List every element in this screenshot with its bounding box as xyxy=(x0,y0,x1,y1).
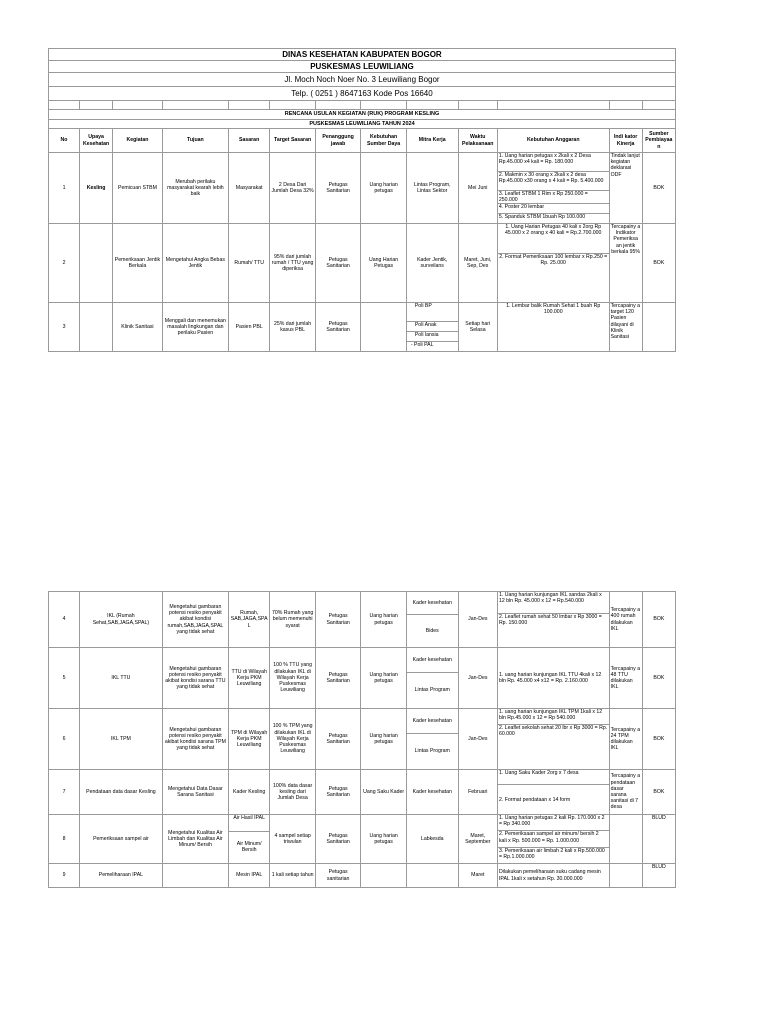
header-dinas: DINAS KESEHATAN KABUPATEN BOGOR xyxy=(49,49,676,61)
header-puskesmas: PUSKESMAS LEUWILIANG xyxy=(49,61,676,73)
ruk-table-top xyxy=(48,48,676,352)
table-row: 6 IKL TPM Mengetahui gambaran potensi resiko penyakit akibat kondisi sarana TPM yang tidak sehat TPM di Wilayah Kerja PKM Leuwiliang 100 % TPM yang dilakukan IKL di Wilayah Kerja Puskesmas Leuwiliang Petugas Sanitarian Uang harian petugas Kader kesehatan Lintas Program Jan-Des 1. uang harian kunjungan IKL TPM 1kali x 12 bln Rp.45.000 x 12 = Rp 540.000 2. Leaflet sekolah sehat 20 lbr x Rp 3000 = Rp. 60.000 Tercapainy a 24 TPM dilakukan IKL BOK xyxy=(49,709,676,770)
table-row: 7 Pendataan data dasar Kesling Mengetahui Data Dasar Sarana Sanitasi Kader Kesling 100% data dasar kesling dari Jumlah Desa Petugas Sanitarian Uang Saku Kader Kader kesehatan Februari 1. Uang Saku Kader 2org x 7 desa 2. Format pendataan x 14 form Tercapainy a pendataan dasar sarana sanitasi di 7 desa BOK xyxy=(49,770,676,815)
col-anggaran: Kebutuhan Anggaran xyxy=(497,129,609,153)
col-sumber: Sumber Pembiayaa n xyxy=(642,129,675,153)
header-address: Jl. Moch Noch Noer No. 3 Leuwiliang Bogor xyxy=(49,73,676,87)
header-rencana: RENCANA USULAN KEGIATAN (RUK) PROGRAM KESLING xyxy=(49,110,676,120)
table-row: 3 Klinik Sanitasi Menggali dan menemukan masalah lingkungan dan perilaku Pasien Pasien PBL 25% dari jumlah kasus PBL Petugas Sanitarian Poli BP Poli Anak Poli lansia - Poli PAL Setiap hari Selasa 1. Lembar balik Rumah Sehat 1 buah Rp 100.000 Tercapainy a target 120 Pasien dilayani di Klinik Sanitasi xyxy=(49,303,676,352)
table-row: 8 Pemeriksaan sampel air Mengetahui Kualitas Air Limbah dan Kualitas Air Minum/ Bersih Air Hasil IPAL Air Minum/ Bersih 4 sampel setiap triwulan Petugas Sanitarian Uang harian petugas Labkesda Maret, September 1. Uang harian petugas 2 kali Rp. 170.000 x 2 = Rp 340.000 2. Pemeriksaan sampel air minum/ bersih 2 kali x Rp. 500.000 = Rp. 1.000.000 3. Pemeriksaan air limbah 2 kali x Rp.500.000 = Rp.1.000.000 BLUD xyxy=(49,815,676,864)
col-target: Target Sasaran xyxy=(270,129,316,153)
col-tujuan: Tujuan xyxy=(162,129,228,153)
table-row: 5 IKL TTU Mengetahui gambaran potensi resiko penyakit akibat kondisi sarana TTU yang tidak sehat TTU di Wilayah Kerja PKM Leuwiliang 100 % TTU yang dilakukan IKL di Wilayah Kerja Puskesmas Leuwiliang Petugas Sanitarian Uang harian petugas Kader kesehatan Lintas Program Jan-Des 1. uang harian kunjungan IKL TTU 4kali x 12 bln Rp. 45.000 x4 x12 = Rp. 2.160.000 Tercapainy a 48 TTU dilakukan IKL BOK xyxy=(49,648,676,709)
col-ksd: Kebutuhan Sumber Daya xyxy=(361,129,407,153)
col-sasaran: Sasaran xyxy=(228,129,269,153)
col-pj: Penanggung jawab xyxy=(315,129,361,153)
col-kegiatan: Kegiatan xyxy=(113,129,163,153)
col-mitra: Mitra Kerja xyxy=(406,129,458,153)
table-row: 1 Kesling Pemicuan STBM Merubah perilaku masyarakat kearah lebih baik Masyarakat 2 Desa Dari Jumlah Desa 32% Petugas Sanitarian Uang harian petugas Lintas Program, Lintas Sektor Mei Juni 1. Uang harian petugas x 2kali x 2 Desa Rp.45.000 x4 kali = Rp. 180.000 2. Makmin x 30 orang x 2kali x 2 desa Rp.45.000 x30 orang x 4 kali = Rp. 5.400.000 3. Leaflet STBM 1 Rim x Rp 250.000 = 250.000 4. Poster 20 lembar 5. Spanduk STBM 1buah Rp 100.000 Tindak lanjut kegiatan deklarasi ODF BOK xyxy=(49,153,676,224)
col-indikator: Indi kator Kinerja xyxy=(609,129,642,153)
table-row: 2 Pemeriksaan Jentik Berkala Mengetahui Angka Bebas Jentik Rumah/ TTU 95% dari jumlah rumah / TTU yang diperiksa Petugas Sanitarian Uang Harian Petugas Kader Jentik, surveilans Maret, Juni, Sep, Des 1. Uang Harian Petugas 40 kali x 2org Rp 45.000 x 2 orang x 40 kali = Rp.2.700.000 2. Format Pemeriksaan 100 lembar x Rp.250 = Rp. 25.000 Tercapainy a Indikator Pemeriksa an jentik berkala 95% BOK xyxy=(49,224,676,303)
ruk-table-bottom xyxy=(48,591,676,888)
header-phone: Telp. ( 0251 ) 8647163 Kode Pos 16640 xyxy=(49,87,676,101)
table-row: 9 Pemeliharaan IPAL Mesin IPAL 1 kali setiap tahun Petugas sanitarian Maret Dilakukan pemeliharaan suku cadang mesin IPAL 1kali x setahun Rp. 30.000.000 BLUD xyxy=(49,864,676,888)
table-row: 4 IKL (Rumah Sehat,SAB,JAGA,SPAL) Mengetahui gambaran potensi resiko penyakit akibat kondisi rumah,SAB,JAGA,SPAL yang tidak sehat Rumah, SAB,JAGA,SPA L 70% Rumah yang belum memenuhi syarat Petugas Sanitarian Uang harian petugas Kader kesehatan Bides Jan-Des 1. Uang harian kunjungan IKL sandas 2kali x 12 bln Rp. 45.000 x 12 = Rp.540.000 2. Leaflet rumah sehat 50 lmbar x Rp 3000 = Rp. 150.000 Tercapainy a 400 rumah dilakukan IKL BOK xyxy=(49,592,676,648)
col-no: No xyxy=(49,129,80,153)
col-waktu: Waktu Pelaksanaan xyxy=(458,129,497,153)
col-upaya: Upaya Kesehatan xyxy=(80,129,113,153)
column-header-row xyxy=(49,129,676,153)
header-tahun: PUSKESMAS LEUWILIANG TAHUN 2024 xyxy=(49,120,676,129)
